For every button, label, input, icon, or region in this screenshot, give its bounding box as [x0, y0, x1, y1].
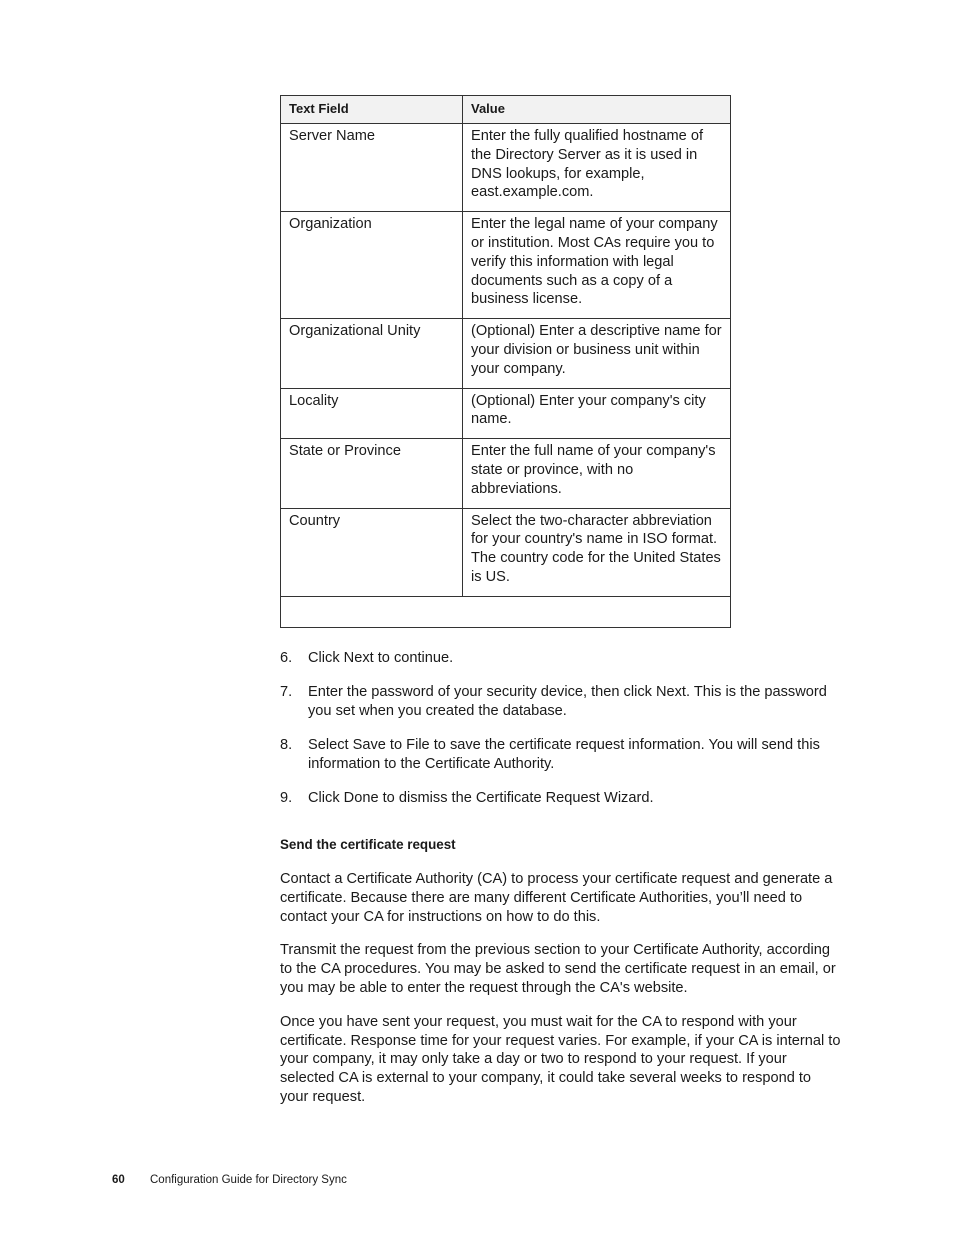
step-number: 7.: [280, 684, 293, 700]
cell-value: (Optional) Enter a descriptive name for your division or business unit within your company.: [463, 319, 731, 388]
cell-field: State or Province: [281, 439, 463, 508]
step-item: [280, 683, 840, 721]
step-text: Click Next to continue.: [308, 650, 454, 666]
cell-value: (Optional) Enter your company's city name.: [463, 388, 731, 439]
section-body: [280, 870, 842, 1122]
step-text: Select Save to File to save the certificate request information. You will send this information to the Certificate Authority.: [308, 737, 820, 772]
step-number: 6.: [280, 650, 293, 666]
body-paragraph: Transmit the request from the previous section to your Certificate Authority, according to the CA procedures. You may be asked to send the certificate request in an email, or you may be able to enter the request through the CA's website.: [280, 942, 836, 996]
section-heading: Send the certificate request: [280, 837, 456, 852]
table-row: [281, 388, 731, 439]
empty-cell: [281, 596, 731, 627]
body-paragraph: Once you have sent your request, you must wait for the CA to respond with your certificate. Response time for your request varies. For example, if your CA is internal to your company, it may only take a day or two to respond to your request. If your selected CA is external to your company, it could take several weeks to respond to your request.: [280, 1013, 841, 1105]
table-header-row: [281, 96, 731, 124]
table-row: [281, 508, 731, 596]
step-item: [280, 649, 840, 668]
step-item: [280, 789, 840, 808]
cell-field: Country: [281, 508, 463, 596]
document-title: Configuration Guide for Directory Sync: [150, 1174, 347, 1186]
cell-field: Server Name: [281, 124, 463, 212]
text-field-table: [280, 95, 731, 628]
cell-field: Locality: [281, 388, 463, 439]
table-row: [281, 124, 731, 212]
table-row: [281, 212, 731, 319]
step-text: Click Done to dismiss the Certificate Request Wizard.: [308, 790, 654, 806]
page-number: 60: [112, 1174, 125, 1186]
cell-field: Organizational Unity: [281, 319, 463, 388]
header-text-field: Text Field: [281, 96, 463, 124]
step-number: 9.: [280, 790, 293, 806]
cell-value: Enter the legal name of your company or institution. Most CAs require you to verify this information with legal documents such as a copy of a business license.: [463, 212, 731, 319]
header-value: Value: [463, 96, 731, 124]
table-row: [281, 319, 731, 388]
step-text: Enter the password of your security device, then click Next. This is the password you set when you created the database.: [308, 684, 827, 719]
cell-value: Select the two-character abbreviation for your country's name in ISO format. The country code for the United States is US.: [463, 508, 731, 596]
step-number: 8.: [280, 737, 293, 753]
body-paragraph: Contact a Certificate Authority (CA) to process your certificate request and generate a certificate. Because there are many different Certificate Authorities, you’ll need to contact your CA for instructions on how to do this.: [280, 871, 833, 925]
cell-value: Enter the full name of your company's state or province, with no abbreviations.: [463, 439, 731, 508]
step-list: [280, 649, 840, 823]
step-item: [280, 736, 840, 774]
cell-value: Enter the fully qualified hostname of the Directory Server as it is used in DNS lookups, for example, east.example.com.: [463, 124, 731, 212]
page-footer: [112, 1174, 347, 1186]
table-empty-row: [281, 596, 731, 627]
table-row: [281, 439, 731, 508]
cell-field: Organization: [281, 212, 463, 319]
